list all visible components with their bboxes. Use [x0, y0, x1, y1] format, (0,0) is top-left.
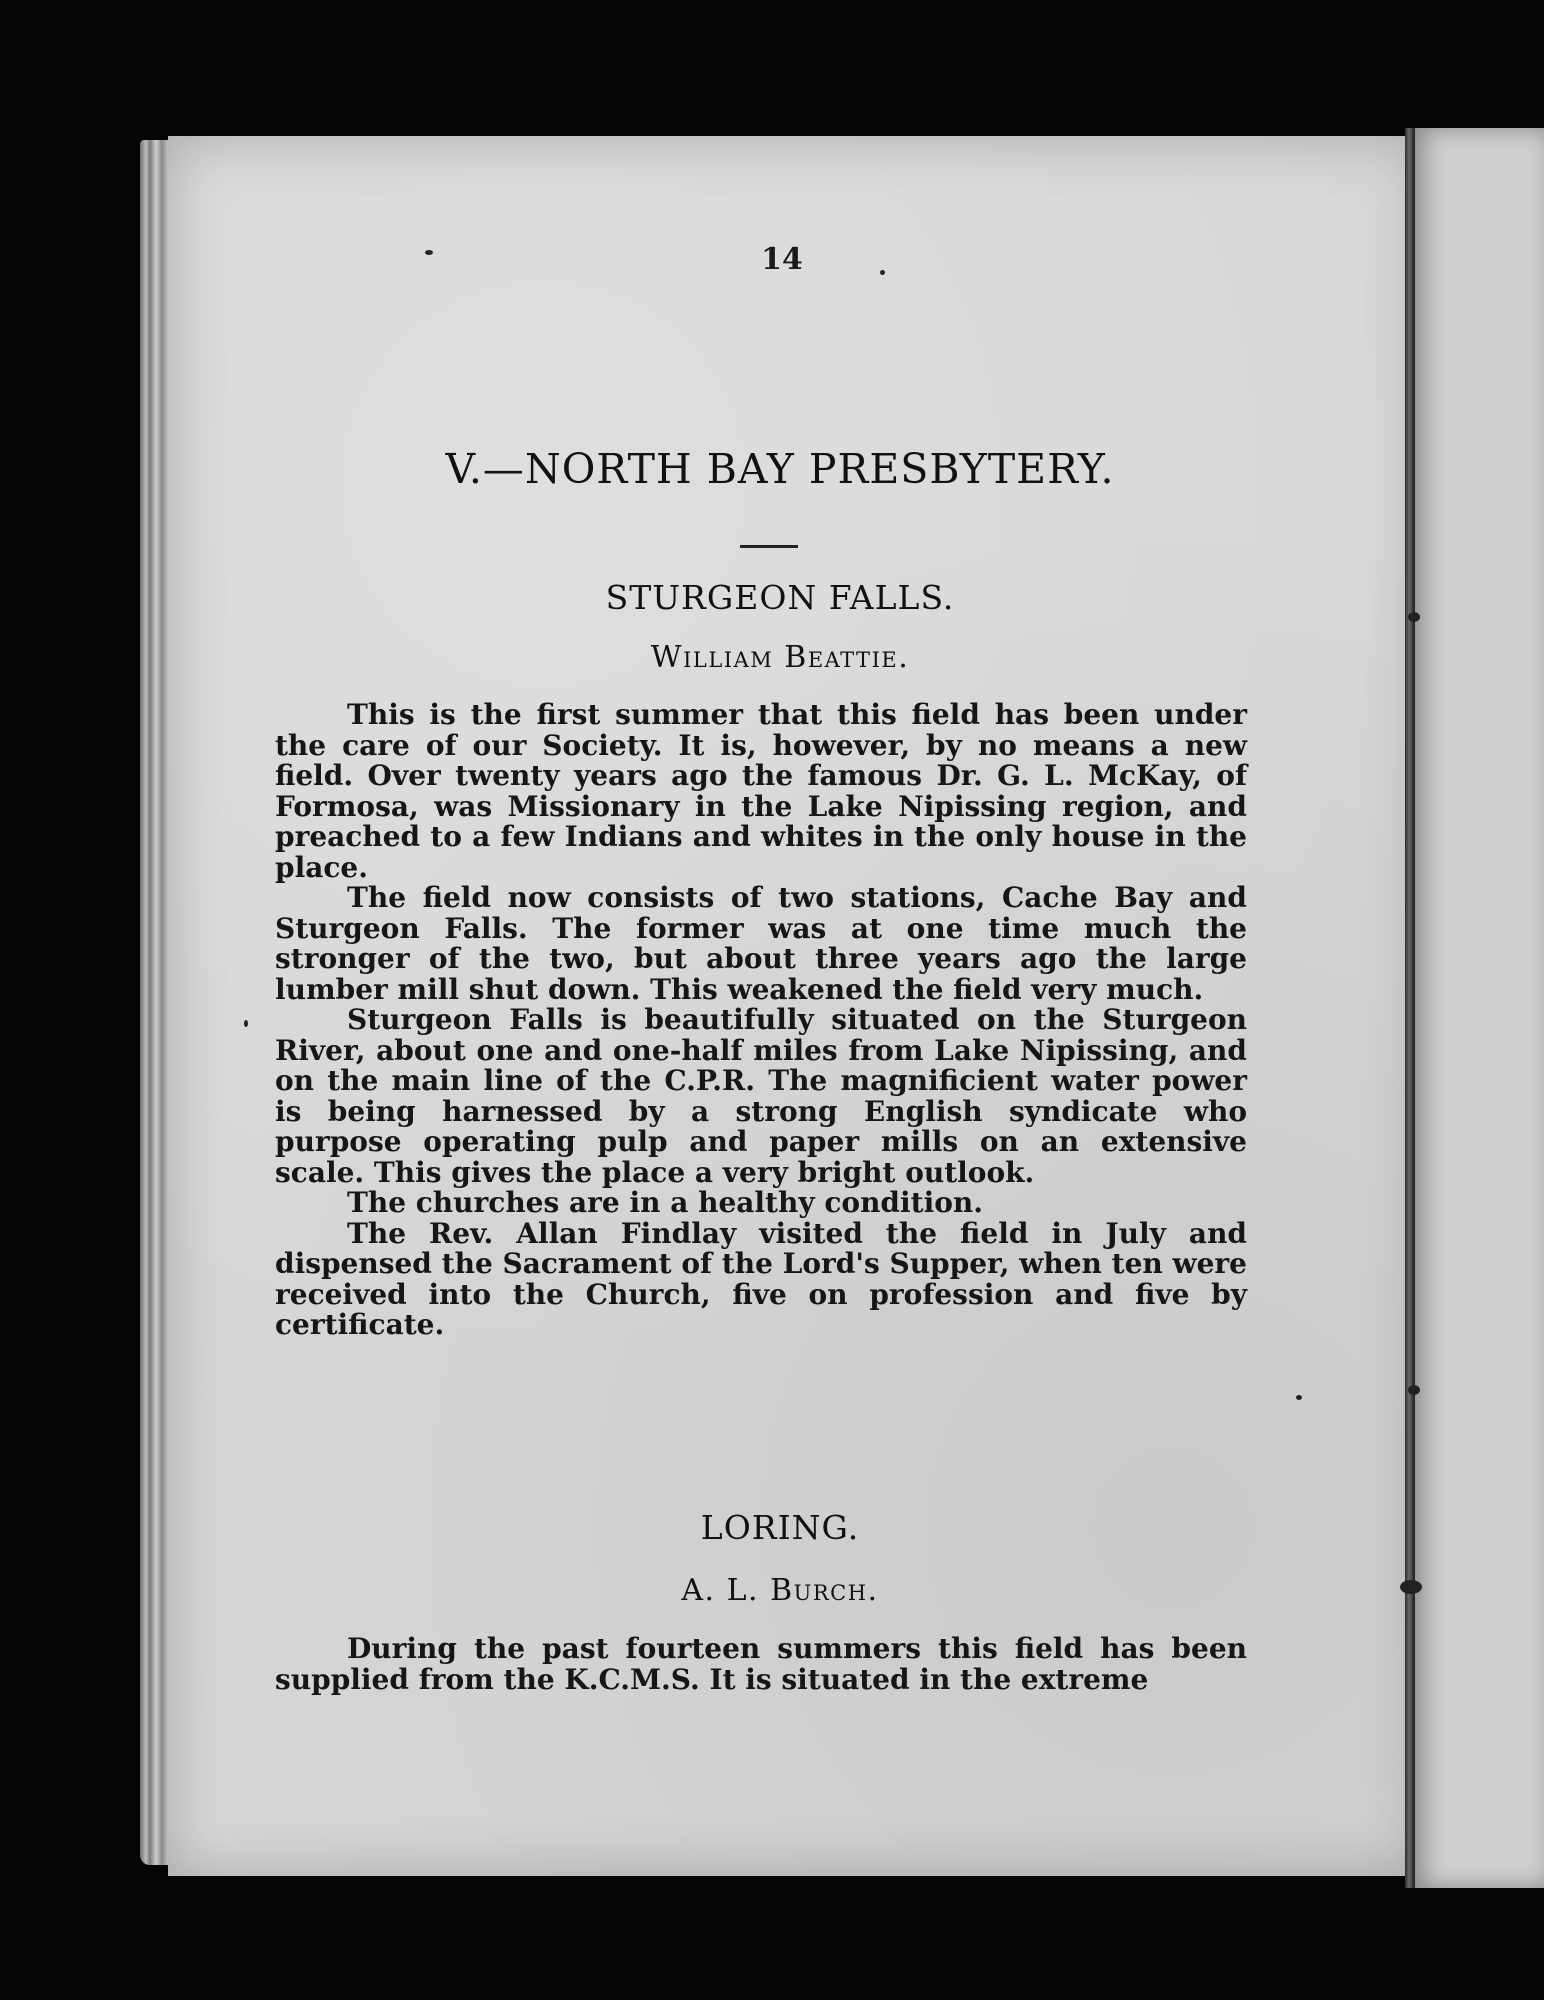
paragraph: The churches are in a healthy condition. — [347, 1186, 984, 1219]
chapter-heading: V.—NORTH BAY PRESBYTERY. — [445, 445, 1115, 493]
section-body-sturgeon-falls — [275, 700, 1247, 1341]
section-body-loring — [275, 1634, 1247, 1695]
facing-page — [1415, 128, 1544, 1888]
paragraph: During the past fourteen summers this field has been supplied from the K.C.M.S. It is situated in the extreme — [275, 1632, 1247, 1696]
author-sturgeon-falls: William Beattie. — [650, 640, 910, 675]
binding-hole — [1400, 1580, 1422, 1594]
page-number: 14 — [761, 242, 803, 277]
scan-speck — [1296, 1395, 1302, 1400]
scan-speck — [880, 270, 885, 275]
author-loring: A. L. Burch. — [681, 1573, 879, 1608]
binding-hole — [1408, 1385, 1420, 1395]
scan-speck — [244, 1020, 248, 1027]
binding-hole — [1408, 612, 1420, 622]
scan-speck — [425, 250, 433, 255]
page-fold — [1405, 128, 1415, 1888]
paragraph: The field now consists of two stations, Cache Bay and Sturgeon Falls. The former was at one time much the stronger of the two, but about three years ago the large lumber mill shut down. This weakened the field very much. — [275, 881, 1247, 1006]
section-title-sturgeon-falls: STURGEON FALLS. — [605, 578, 955, 617]
paragraph: The Rev. Allan Findlay visited the field in July and dispensed the Sacrament of the Lord's Supper, when ten were received into the Church, five on profession and five by certificate. — [275, 1216, 1247, 1341]
heading-rule — [740, 545, 798, 548]
section-title-loring: LORING. — [700, 1508, 860, 1547]
paragraph: Sturgeon Falls is beautifully situated on the Sturgeon River, about one and one-half miles from Lake Nipissing, and on the main line of the C.P.R. The magnificient water power is being harnessed by a strong English syndicate who purpose operating pulp and paper mills on an extensive scale. This gives the place a very bright outlook. — [275, 1003, 1247, 1189]
paragraph: This is the first summer that this field has been under the care of our Society. It is, however, by no means a new field. Over twenty years ago the famous Dr. G. L. McKay, of Formosa, was Missionary in the Lake Nipissing region, and preached to a few Indians and whites in the only house in the place. — [275, 698, 1247, 884]
